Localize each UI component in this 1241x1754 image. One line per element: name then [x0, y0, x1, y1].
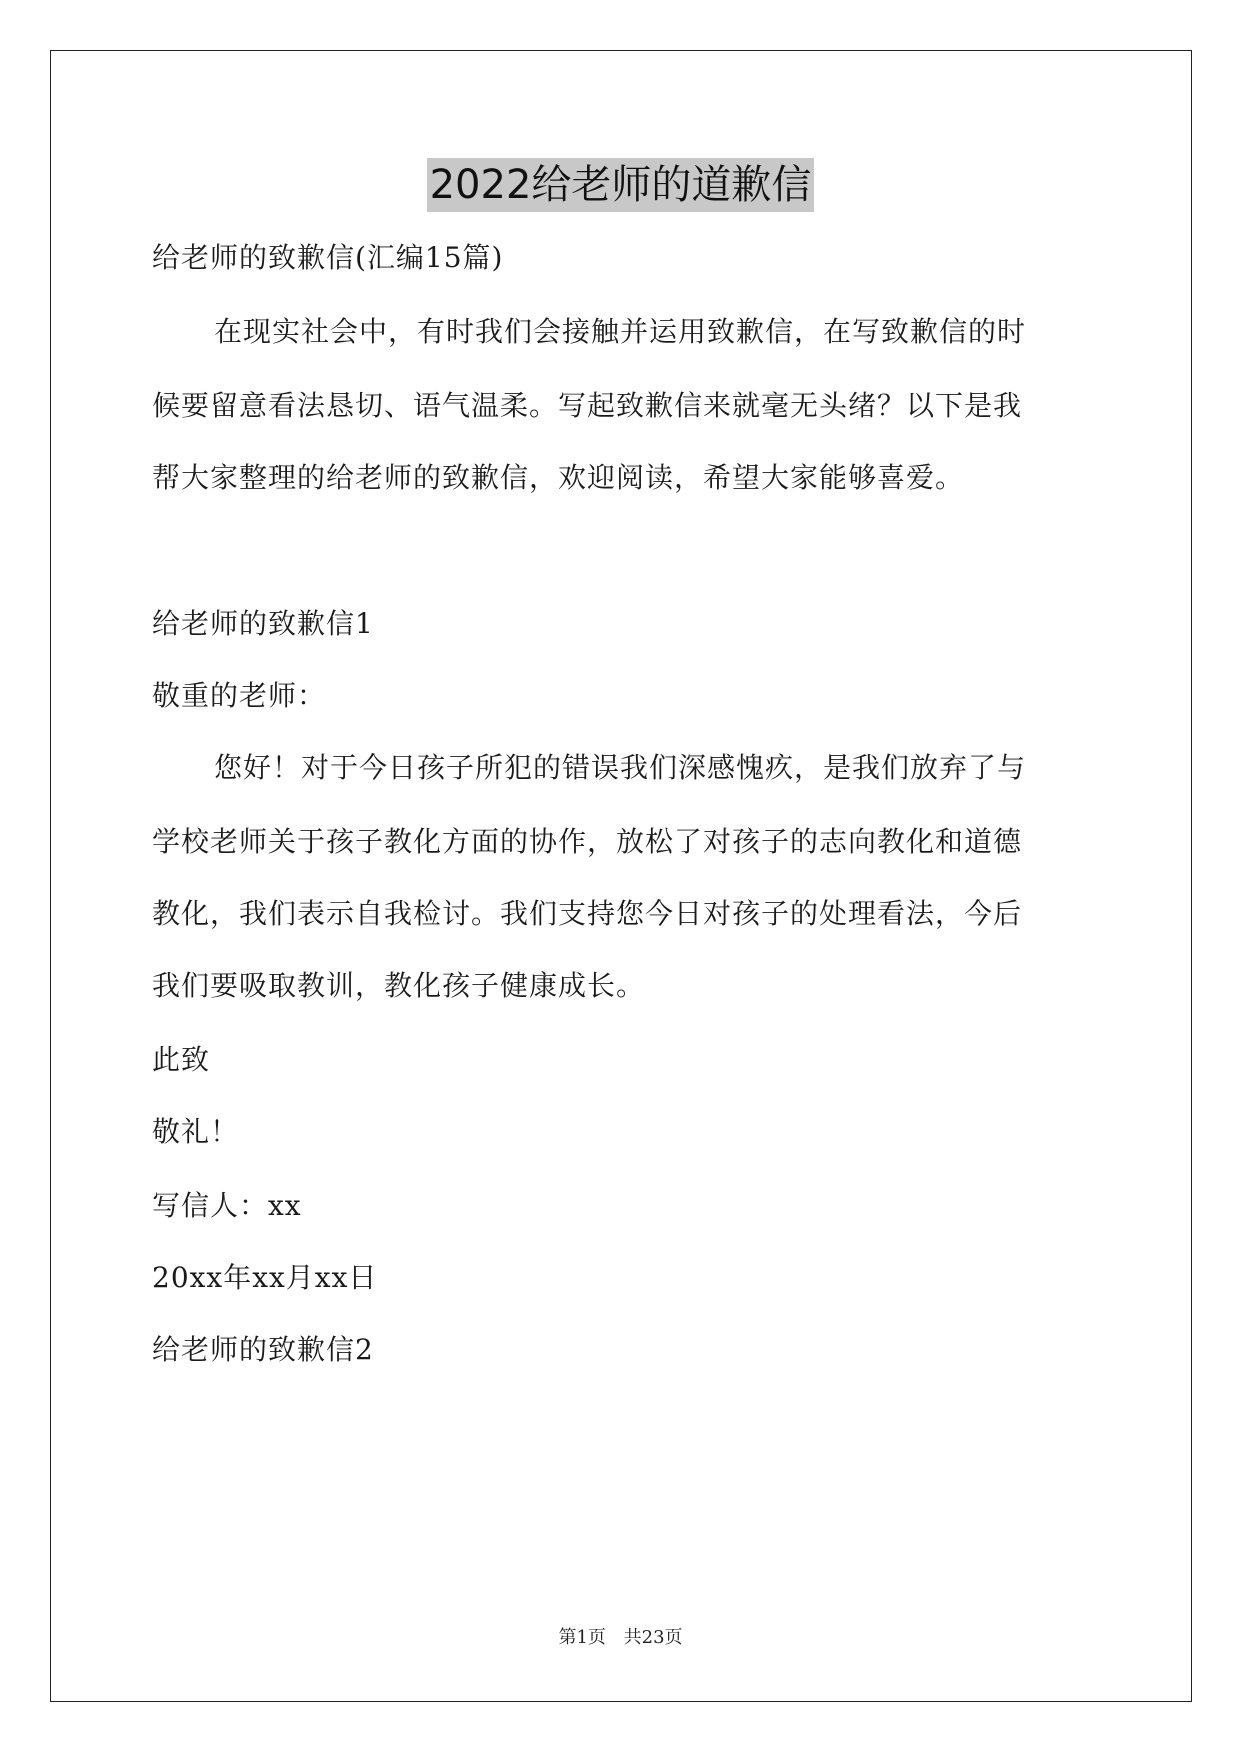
letter1-body-line-3: 教化，我们表示自我检讨。我们支持您今日对孩子的处理看法，今后	[152, 897, 1023, 930]
intro-line-1: 在现实社会中，有时我们会接触并运用致歉信，在写致歉信的时	[214, 315, 1027, 348]
letter1-salutation: 敬重的老师：	[152, 679, 327, 712]
page-border	[50, 50, 1192, 1702]
letter1-body-line-2: 学校老师关于孩子教化方面的协作，放松了对孩子的志向教化和道德	[152, 825, 1023, 858]
page-title: 2022给老师的道歉信	[427, 158, 815, 212]
document-subtitle: 给老师的致歉信(汇编15篇)	[152, 241, 504, 274]
letter1-body-line-1: 您好！对于今日孩子所犯的错误我们深感愧疚，是我们放弃了与	[214, 751, 1027, 784]
letter1-closing-1: 此致	[152, 1043, 211, 1076]
page-number-total: 共23页	[623, 1627, 683, 1648]
title-wrap	[0, 158, 1241, 212]
page-number-current: 第1页	[558, 1627, 606, 1648]
intro-line-2: 候要留意看法恳切、语气温柔。写起致歉信来就毫无头绪？以下是我	[152, 389, 1023, 422]
letter1-writer: 写信人：xx	[152, 1189, 302, 1222]
intro-line-3: 帮大家整理的给老师的致歉信，欢迎阅读，希望大家能够喜爱。	[152, 461, 965, 494]
letter1-date: 20xx年xx月xx日	[152, 1261, 378, 1294]
letter2-heading: 给老师的致歉信2	[152, 1333, 374, 1366]
letter1-body-line-4: 我们要吸取教训，教化孩子健康成长。	[152, 969, 646, 1002]
letter1-closing-2: 敬礼！	[152, 1115, 240, 1148]
page-footer	[0, 1626, 1241, 1650]
letter1-heading: 给老师的致歉信1	[152, 607, 374, 640]
